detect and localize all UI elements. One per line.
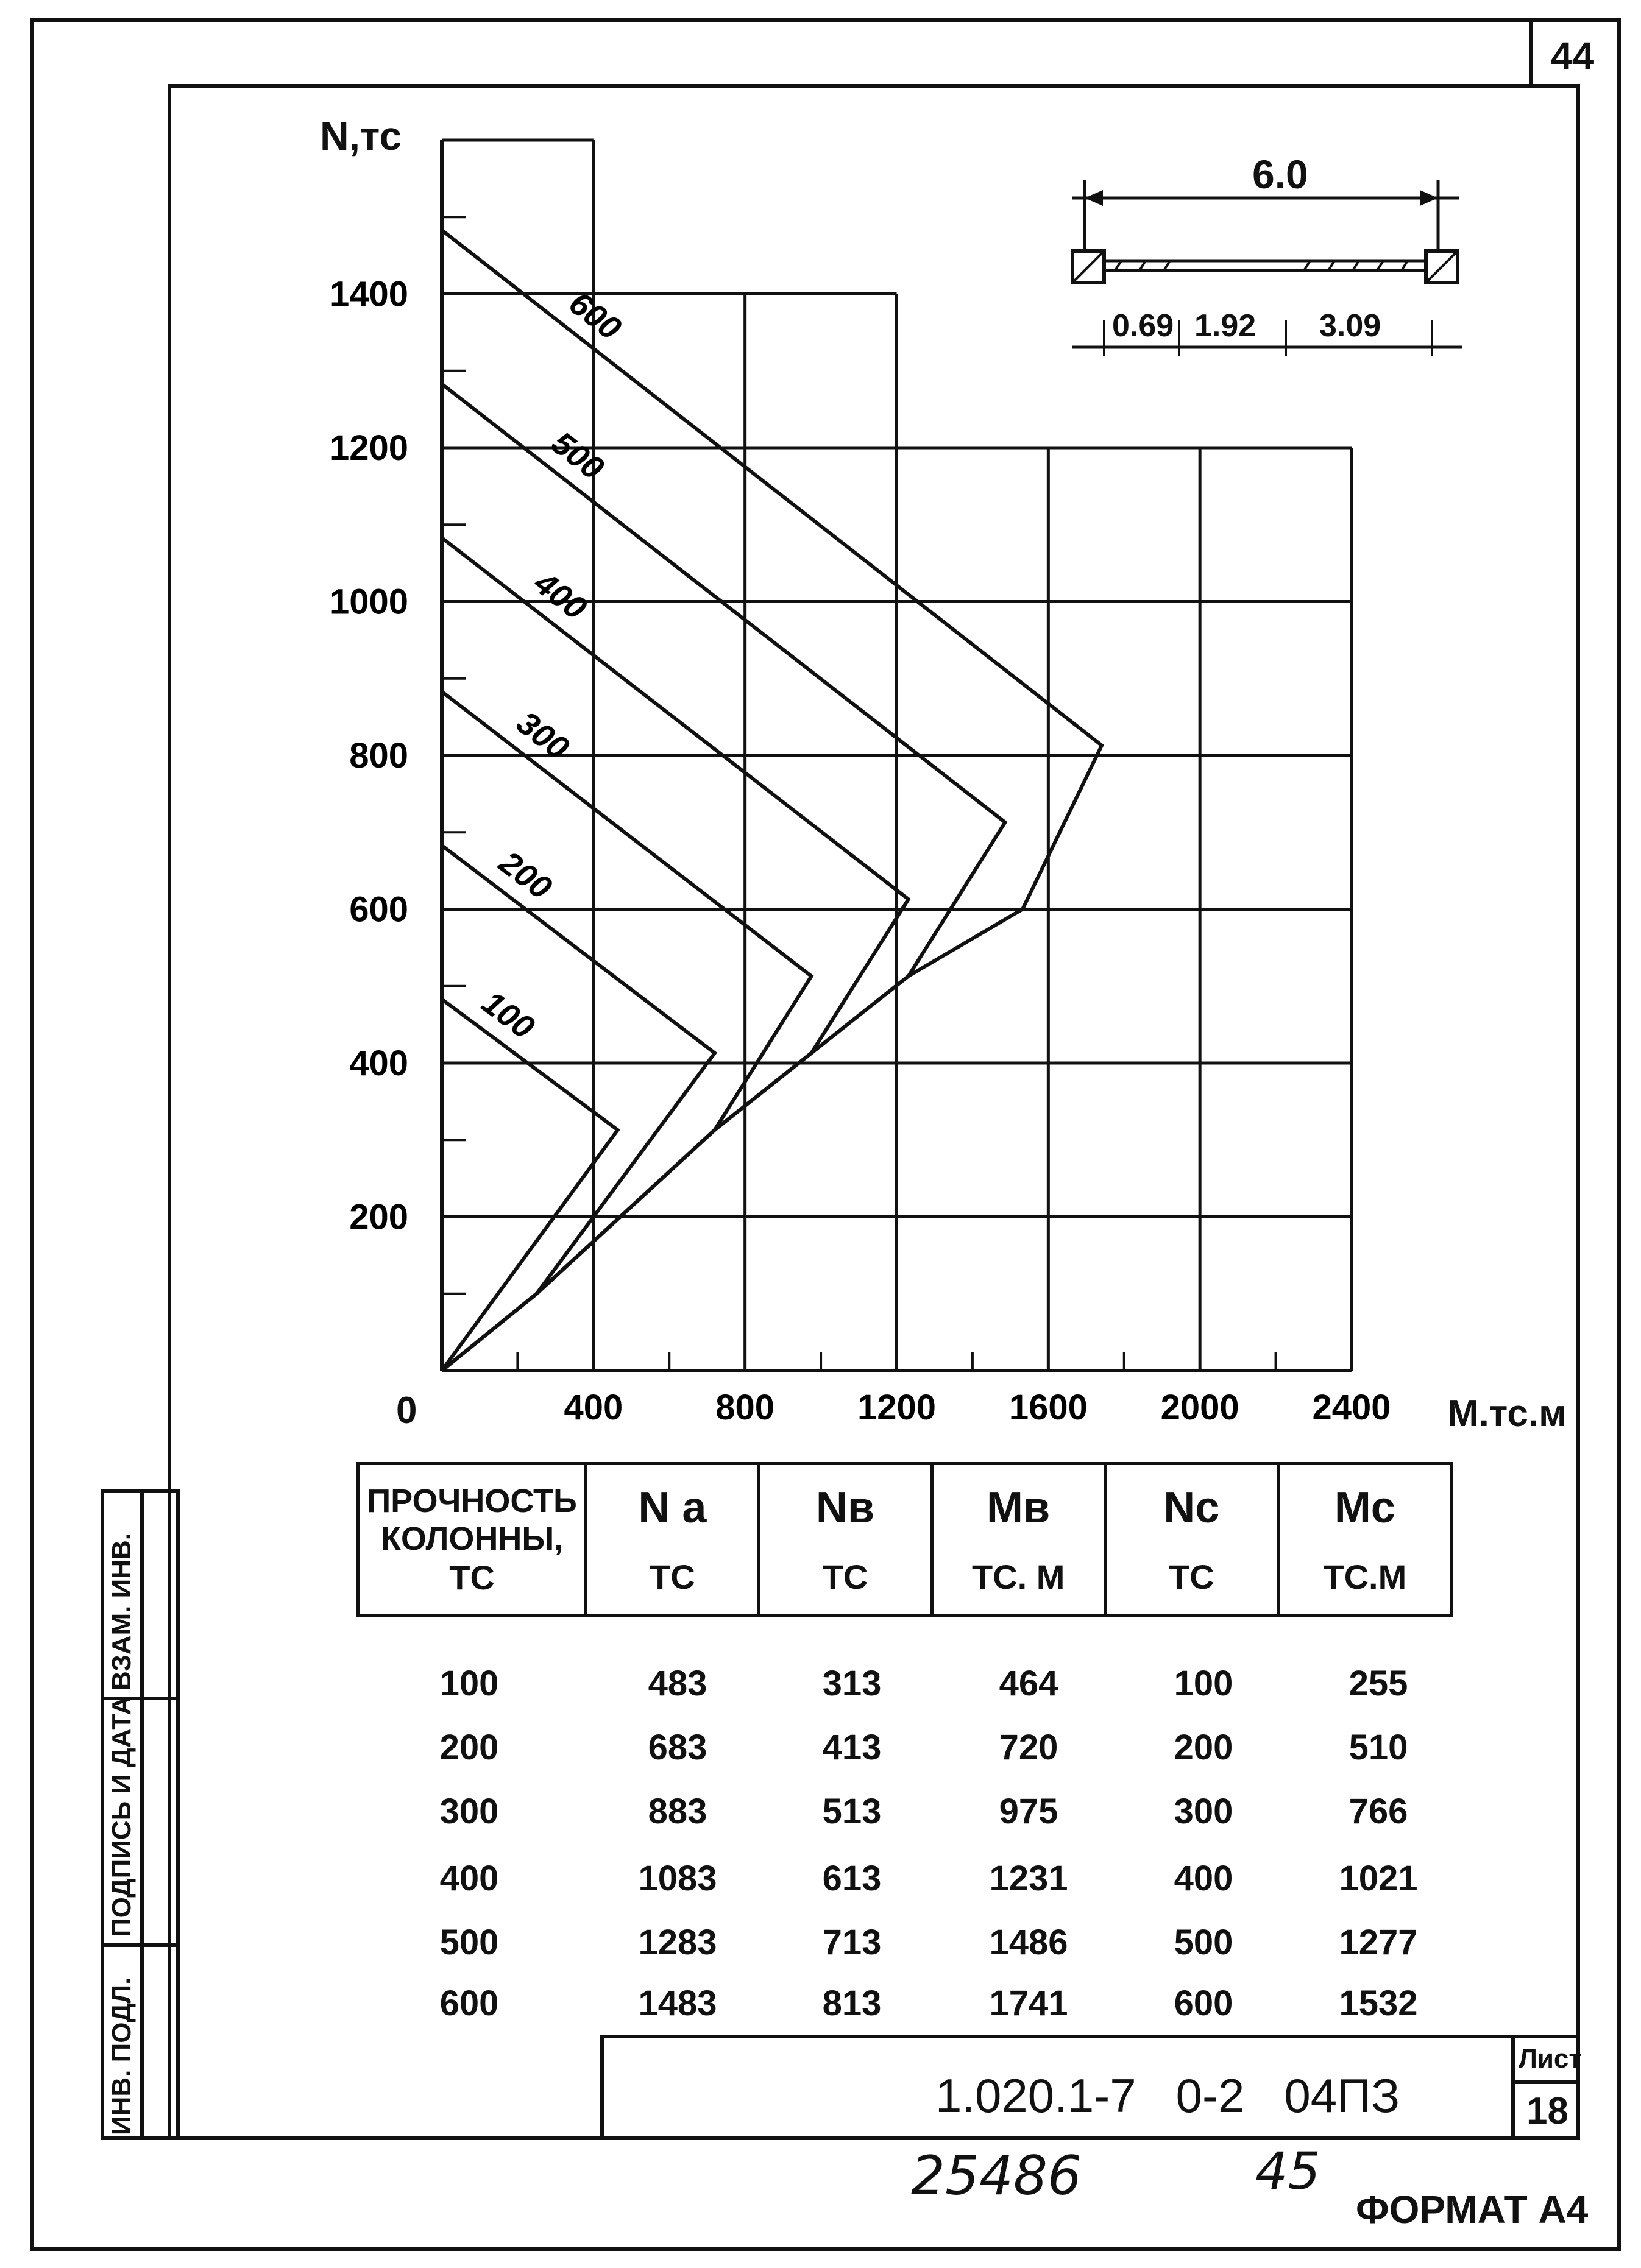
table-cell-r1-c2: 413 bbox=[822, 1728, 882, 1767]
table-cell-r5-c2: 813 bbox=[822, 1984, 882, 2023]
parameters-table bbox=[356, 1462, 1453, 1617]
table-cell-r0-c4: 100 bbox=[1174, 1664, 1233, 1703]
table-cell-r0-c5: 255 bbox=[1349, 1664, 1408, 1703]
y-tick-label-600: 600 bbox=[349, 889, 408, 930]
handwritten-left: 25486 bbox=[911, 2144, 1082, 2207]
header-mc-top: Mс bbox=[1334, 1483, 1395, 1532]
series-label-400: 400 bbox=[527, 564, 594, 627]
table-cell-r3-c3: 1231 bbox=[989, 1859, 1068, 1898]
x-tick-label-2400: 2400 bbox=[1312, 1388, 1391, 1427]
header-strength-bottom: ТС bbox=[449, 1558, 495, 1597]
diagram-segment-3: 3.09 bbox=[1319, 308, 1381, 344]
header-nc bbox=[1105, 1464, 1278, 1616]
series-label-600: 600 bbox=[562, 284, 628, 347]
series-line-600 bbox=[442, 230, 1102, 1371]
table-cell-r0-c2: 313 bbox=[822, 1664, 882, 1703]
stamp-sheet-divider bbox=[1511, 2080, 1580, 2084]
table-cell-r2-c5: 766 bbox=[1349, 1792, 1408, 1831]
header-na bbox=[586, 1464, 759, 1616]
header-nb-bottom: ТС bbox=[822, 1558, 868, 1596]
series-label-100: 100 bbox=[475, 984, 541, 1047]
header-nc-bottom: ТС bbox=[1168, 1558, 1214, 1596]
table-cell-r3-c4: 400 bbox=[1174, 1859, 1233, 1898]
table-cell-r2-c4: 300 bbox=[1174, 1792, 1233, 1831]
format-label: ФОРМАТ А4 bbox=[1356, 2188, 1589, 2231]
series-label-500: 500 bbox=[545, 424, 611, 487]
table-cell-r1-c4: 200 bbox=[1174, 1728, 1233, 1767]
handwritten-right: 45 bbox=[1255, 2141, 1320, 2201]
y-tick-label-1000: 1000 bbox=[329, 582, 408, 622]
diagram-segment-1: 0.69 bbox=[1112, 308, 1174, 344]
diagram-segment-2: 1.92 bbox=[1194, 308, 1256, 344]
table-cell-r5-c5: 1532 bbox=[1339, 1984, 1418, 2023]
table-cell-r4-c2: 713 bbox=[822, 1923, 882, 1962]
y-axis-label: N,тс bbox=[320, 113, 402, 158]
y-tick-label-1200: 1200 bbox=[329, 428, 408, 468]
stamp-sheet-label: Лист bbox=[1519, 2044, 1582, 2074]
series-line-400 bbox=[442, 538, 909, 1371]
table-cell-r4-c0: 500 bbox=[439, 1923, 499, 1962]
table-cell-r3-c0: 400 bbox=[439, 1859, 499, 1898]
header-mb bbox=[932, 1464, 1105, 1616]
table-cell-r5-c4: 600 bbox=[1174, 1984, 1233, 2023]
header-mb-bottom: ТС. М bbox=[971, 1558, 1065, 1596]
x-tick-label-1200: 1200 bbox=[857, 1388, 937, 1427]
y-tick-label-800: 800 bbox=[349, 736, 408, 775]
header-nb-top: Nв bbox=[815, 1483, 875, 1532]
header-mc bbox=[1278, 1464, 1451, 1616]
x-tick-label-2000: 2000 bbox=[1160, 1388, 1239, 1427]
table-cell-r4-c5: 1277 bbox=[1339, 1923, 1418, 1962]
table-cell-r2-c3: 975 bbox=[999, 1792, 1058, 1831]
x-tick-label-1600: 1600 bbox=[1008, 1388, 1088, 1427]
x-axis-label: M.тс.м bbox=[1447, 1393, 1567, 1435]
side-strip-divider-v bbox=[140, 1489, 144, 2140]
stamp-code: 1.020.1-7 0-2 04ПЗ bbox=[935, 2069, 1400, 2122]
header-mc-bottom: ТС.М bbox=[1323, 1558, 1407, 1596]
side-label-vzam-inv: ВЗАМ. ИНВ. bbox=[107, 1532, 136, 1690]
table-cell-r3-c1: 1083 bbox=[638, 1859, 717, 1898]
table-cell-r1-c3: 720 bbox=[999, 1728, 1058, 1767]
table-cell-r1-c1: 683 bbox=[648, 1728, 707, 1767]
table-cell-r0-c3: 464 bbox=[999, 1664, 1058, 1703]
header-na-top: N a bbox=[638, 1483, 707, 1532]
series-line-200 bbox=[442, 846, 715, 1371]
table-cell-r4-c1: 1283 bbox=[638, 1923, 717, 1962]
series-label-300: 300 bbox=[509, 704, 576, 767]
y-tick-label-1400: 1400 bbox=[329, 274, 408, 314]
side-strip-divider-2 bbox=[101, 1943, 180, 1947]
header-nc-top: Nс bbox=[1163, 1483, 1220, 1532]
stamp-sheet-number: 18 bbox=[1526, 2090, 1568, 2132]
corner-sheet-number: 44 bbox=[1551, 34, 1595, 78]
header-na-bottom: ТС bbox=[650, 1558, 695, 1596]
table-cell-r2-c2: 513 bbox=[822, 1792, 882, 1831]
table-cell-r0-c0: 100 bbox=[439, 1664, 499, 1703]
header-mb-top: Mв bbox=[987, 1483, 1051, 1532]
table-cell-r5-c0: 600 bbox=[439, 1984, 499, 2023]
diagram-total-span: 6.0 bbox=[1252, 152, 1308, 197]
table-cell-r3-c2: 613 bbox=[822, 1859, 882, 1898]
y-tick-label-200: 200 bbox=[349, 1197, 408, 1237]
table-cell-r2-c0: 300 bbox=[439, 1792, 499, 1831]
table-cell-r3-c5: 1021 bbox=[1339, 1859, 1418, 1898]
table-cell-r1-c0: 200 bbox=[439, 1728, 499, 1767]
table-cell-r2-c1: 883 bbox=[648, 1792, 707, 1831]
side-label-podpis-data: ПОДПИСЬ И ДАТА bbox=[107, 1695, 136, 1937]
table-cell-r5-c1: 1483 bbox=[638, 1984, 717, 2023]
header-nb bbox=[759, 1464, 932, 1616]
series-line-100 bbox=[442, 999, 618, 1371]
series-line-300 bbox=[442, 691, 812, 1371]
x-tick-label-400: 400 bbox=[564, 1388, 623, 1427]
header-strength bbox=[358, 1464, 586, 1616]
side-label-inv-podl: ИНВ. ПОДЛ. bbox=[107, 1977, 136, 2135]
table-cell-r4-c4: 500 bbox=[1174, 1923, 1233, 1962]
series-label-200: 200 bbox=[492, 844, 559, 907]
origin-label: 0 bbox=[396, 1390, 417, 1432]
table-cell-r1-c5: 510 bbox=[1349, 1728, 1408, 1767]
y-tick-label-400: 400 bbox=[349, 1044, 408, 1083]
header-strength-top: ПРОЧНОСТЬ КОЛОННЫ, bbox=[367, 1483, 577, 1557]
x-tick-label-800: 800 bbox=[715, 1388, 775, 1427]
table-cell-r4-c3: 1486 bbox=[989, 1923, 1068, 1962]
table-cell-r5-c3: 1741 bbox=[989, 1984, 1068, 2023]
table-cell-r0-c1: 483 bbox=[648, 1664, 707, 1703]
